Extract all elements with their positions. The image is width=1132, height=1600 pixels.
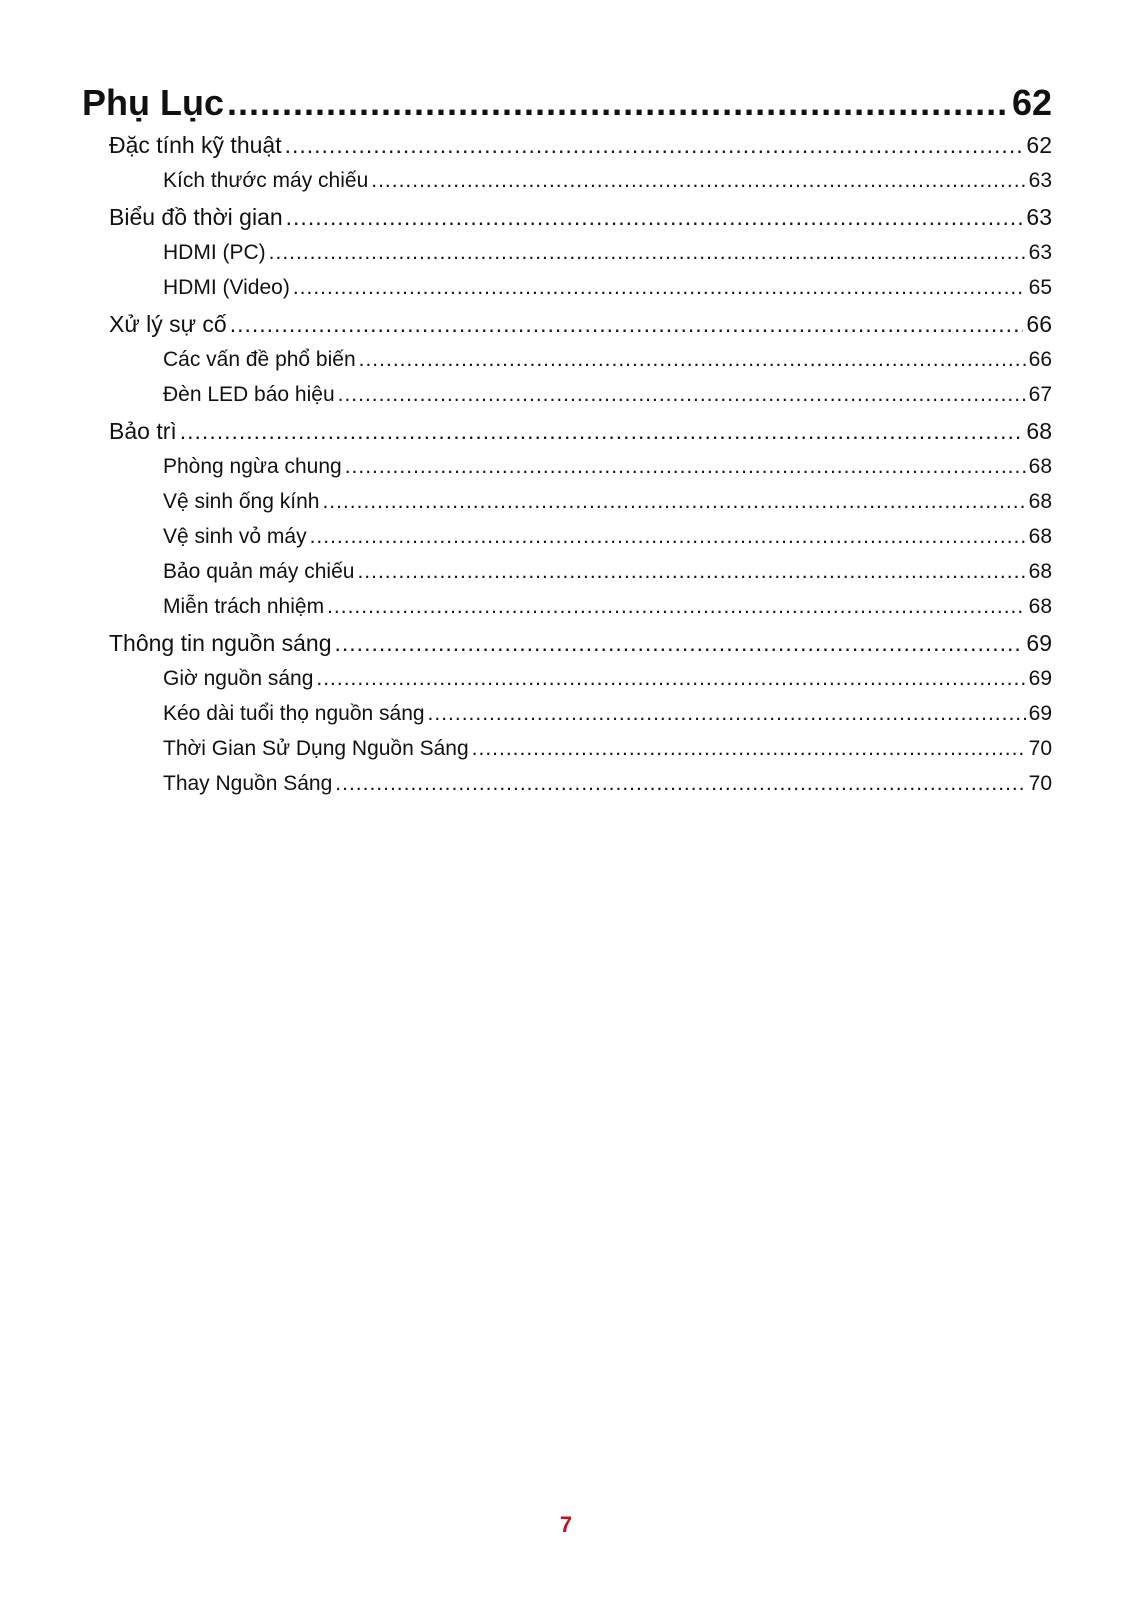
dot-leader [269,235,1026,270]
dot-leader [286,199,1024,235]
toc-entry-page: 66 [1028,348,1052,371]
toc-entry-page: 62 [1026,132,1052,158]
toc-entry-phong-ngua-chung[interactable] [82,449,1052,484]
toc-entry-label: HDMI (Video) [163,276,290,299]
toc-entry-page: 69 [1026,630,1052,656]
toc-entry-label: Thời Gian Sử Dụng Nguồn Sáng [163,737,469,760]
toc-entry-label: Xử lý sự cố [109,311,227,337]
dot-leader [180,413,1024,449]
dot-leader [327,589,1026,624]
toc-entry-page: 68 [1028,560,1052,583]
dot-leader [230,306,1024,342]
toc-entry-label: Thông tin nguồn sáng [109,630,332,656]
toc-entry-den-led-bao-hieu[interactable] [82,377,1052,412]
toc-entry-page: 68 [1028,455,1052,478]
toc-entry-label: Kích thước máy chiếu [163,169,369,192]
toc-entry-thong-tin-nguon-sang[interactable] [82,625,1052,661]
toc-entry-mien-trach-nhiem[interactable] [82,589,1052,624]
toc-entry-ve-sinh-vo-may[interactable] [82,519,1052,554]
toc-entry-label: Phụ Lục [82,82,224,123]
toc-entry-thay-nguon-sang[interactable] [82,766,1052,801]
toc-entry-keo-dai-tuoi-tho[interactable] [82,696,1052,731]
toc-entry-label: Bảo trì [109,418,177,444]
dot-leader [345,449,1026,484]
toc-entry-page: 62 [1011,82,1052,123]
toc-entry-page: 67 [1028,383,1052,406]
dot-leader [322,484,1025,519]
dot-leader [359,342,1026,377]
toc-entry-bieu-do-thoi-gian[interactable] [82,199,1052,235]
toc-entry-page: 65 [1028,276,1052,299]
toc-entry-page: 68 [1026,418,1052,444]
toc-entry-page: 70 [1028,772,1052,795]
toc-entry-page: 66 [1026,311,1052,337]
toc-entry-label: Kéo dài tuổi thọ nguồn sáng [163,702,425,725]
toc-entry-label: Miễn trách nhiệm [163,595,325,618]
toc-entry-label: Đèn LED báo hiệu [163,383,335,406]
dot-leader [285,127,1024,163]
toc-entry-xu-ly-su-co[interactable] [82,306,1052,342]
dot-leader [310,519,1026,554]
dot-leader [357,554,1025,589]
dot-leader [338,377,1026,412]
toc-entry-page: 68 [1028,595,1052,618]
toc-entry-gio-nguon-sang[interactable] [82,661,1052,696]
toc-entry-label: Phòng ngừa chung [163,455,342,478]
toc-entry-label: Biểu đồ thời gian [109,204,283,230]
toc-entry-hdmi-video[interactable] [82,270,1052,305]
dot-leader [293,270,1026,305]
toc-entry-label: Vệ sinh ống kính [163,490,320,513]
toc-entry-bao-quan-may-chieu[interactable] [82,554,1052,589]
toc-entry-label: Các vấn đề phổ biến [163,348,356,371]
dot-leader [227,80,1009,126]
toc-entry-page: 63 [1026,204,1052,230]
toc-entry-page: 68 [1028,525,1052,548]
dot-leader [428,696,1026,731]
toc-entry-label: Thay Nguồn Sáng [163,772,333,795]
toc-entry-page: 68 [1028,490,1052,513]
dot-leader [472,731,1026,766]
toc-entry-hdmi-pc[interactable] [82,235,1052,270]
toc-entry-label: Đặc tính kỹ thuật [109,132,282,158]
toc-entry-label: Giờ nguồn sáng [163,667,314,690]
dot-leader [316,661,1025,696]
dot-leader [335,625,1024,661]
dot-leader [335,766,1025,801]
table-of-contents [82,80,1052,801]
toc-entry-ve-sinh-ong-kinh[interactable] [82,484,1052,519]
toc-entry-page: 63 [1028,169,1052,192]
toc-entry-phu-luc[interactable] [82,80,1052,126]
toc-entry-dac-tinh-ky-thuat[interactable] [82,127,1052,163]
toc-entry-bao-tri[interactable] [82,413,1052,449]
toc-entry-page: 63 [1028,241,1052,264]
toc-entry-label: Vệ sinh vỏ máy [163,525,307,548]
page-number: 7 [559,1512,573,1537]
toc-entry-page: 70 [1028,737,1052,760]
toc-entry-label: HDMI (PC) [163,241,266,264]
dot-leader [371,163,1025,198]
toc-entry-kich-thuoc-may-chieu[interactable] [82,163,1052,198]
toc-entry-thoi-gian-su-dung[interactable] [82,731,1052,766]
toc-entry-page: 69 [1028,667,1052,690]
toc-entry-cac-van-de-pho-bien[interactable] [82,342,1052,377]
toc-entry-label: Bảo quản máy chiếu [163,560,355,583]
toc-entry-page: 69 [1028,702,1052,725]
